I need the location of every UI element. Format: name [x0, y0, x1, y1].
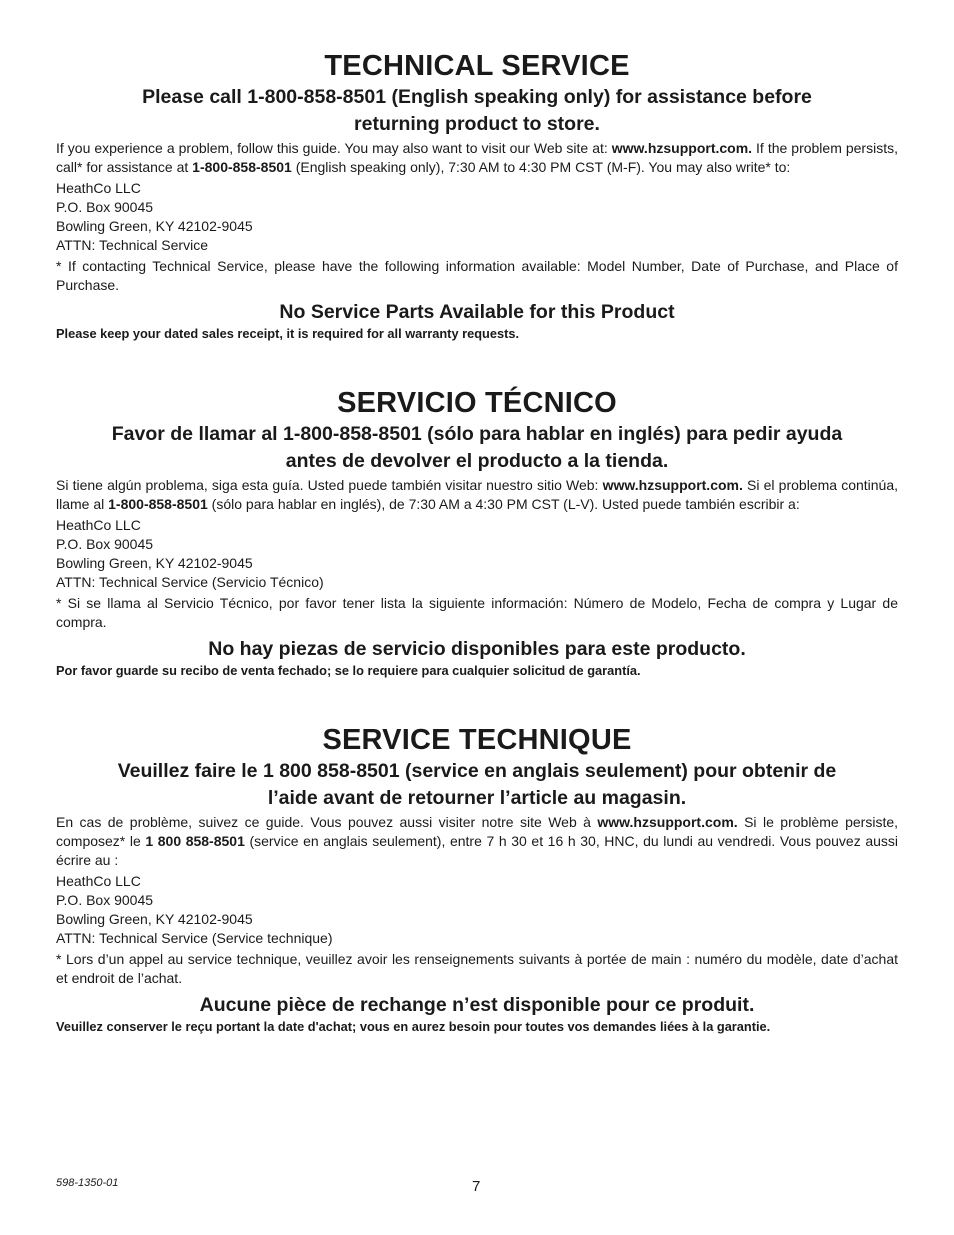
- address-line: HeathCo LLC: [56, 180, 141, 196]
- phone-number: 1-800-858-8501: [192, 159, 292, 175]
- section-english: [56, 48, 898, 343]
- website-link[interactable]: www.hzsupport.com.: [611, 140, 753, 156]
- parts-heading: No Service Parts Available for this Product: [279, 301, 675, 323]
- intro-paragraph: Si tiene algún problema, siga esta guía. Usted puede también visitar nuestro sitio Web: www.hzsupport.com. Si el problema continúa, llame al 1-800-858-8501 (sólo para hablar en inglés), de 7:30 AM a 4:30 PM CST (L-V). Usted puede también escribir a:: [56, 477, 899, 512]
- intro-paragraph: If you experience a problem, follow this guide. You may also want to visit our Web site at: www.hzsupport.com. If the problem persists, call* for assistance at 1-800-858-8501 (English speaking only), 7:30 AM to 4:30 PM CST (M-F). You may also write* to:: [56, 140, 898, 175]
- phone-number: 1-800-858-8501: [108, 496, 208, 512]
- address-line: P.O. Box 90045: [56, 199, 154, 215]
- section-subtitle: Please call 1-800-858-8501 (English speaking only) for assistance before returning product to store.: [142, 86, 812, 135]
- receipt-note: Please keep your dated sales receipt, it is required for all warranty requests.: [56, 326, 520, 341]
- section-subtitle: Favor de llamar al 1-800-858-8501 (sólo para hablar en inglés) para pedir ayuda antes de devolver el producto a la tienda.: [111, 423, 843, 472]
- phone-number: 1 800 858-8501: [145, 833, 245, 849]
- contact-note: * Lors d’un appel au service technique, veuillez avoir les renseignements suivants à portée de main : numéro du modèle, date d’achat et endroit de l’achat.: [56, 951, 898, 986]
- contact-note: * If contacting Technical Service, please have the following information available: Model Number, Date of Purchase, and Place of Purchase.: [56, 258, 898, 293]
- address-line: ATTN: Technical Service: [56, 237, 208, 253]
- address-line: Bowling Green, KY 42102-9045: [56, 555, 253, 571]
- address-line: Bowling Green, KY 42102-9045: [56, 218, 253, 234]
- address-line: ATTN: Technical Service (Servicio Técnico): [56, 574, 324, 590]
- address-line: P.O. Box 90045: [56, 892, 154, 908]
- parts-heading: Aucune pièce de rechange n’est disponible pour ce produit.: [199, 994, 755, 1016]
- section-french: [56, 722, 898, 1036]
- receipt-note: Por favor guarde su recibo de venta fechado; se lo requiere para cualquier solicitud de garantía.: [56, 663, 641, 678]
- section-subtitle: Veuillez faire le 1 800 858-8501 (service en anglais seulement) pour obtenir de l’aide avant de retourner l’article au magasin.: [117, 760, 837, 809]
- address-line: HeathCo LLC: [56, 873, 141, 889]
- website-link[interactable]: www.hzsupport.com.: [602, 477, 743, 493]
- address-line: P.O. Box 90045: [56, 536, 154, 552]
- contact-note: * Si se llama al Servicio Técnico, por favor tener lista la siguiente información: Número de Modelo, Fecha de compra y Lugar de compra.: [56, 595, 898, 630]
- section-spanish: [56, 385, 898, 680]
- document-page: [56, 48, 898, 1036]
- address-line: Bowling Green, KY 42102-9045: [56, 911, 253, 927]
- address-line: HeathCo LLC: [56, 517, 141, 533]
- address-line: ATTN: Technical Service (Service technique): [56, 930, 333, 946]
- receipt-note: Veuillez conserver le reçu portant la date d'achat; vous en aurez besoin pour toutes vos demandes liées à la garantie.: [56, 1019, 771, 1034]
- section-title: SERVICIO TÉCNICO: [337, 387, 617, 419]
- parts-heading: No hay piezas de servicio disponibles para este producto.: [208, 638, 746, 660]
- section-title: TECHNICAL SERVICE: [324, 50, 630, 82]
- page-number: 7: [472, 1178, 481, 1195]
- website-link[interactable]: www.hzsupport.com.: [597, 814, 738, 830]
- intro-paragraph: En cas de problème, suivez ce guide. Vous pouvez aussi visiter notre site Web à www.hzsupport.com. Si le problème persiste, composez* le 1 800 858-8501 (service en anglais seulement), entre 7 h 30 et 16 h 30, HNC, du lundi au vendredi. Vous pouvez aussi écrire au :: [56, 814, 899, 868]
- document-code: 598-1350-01: [56, 1177, 119, 1189]
- section-title: SERVICE TECHNIQUE: [322, 724, 632, 756]
